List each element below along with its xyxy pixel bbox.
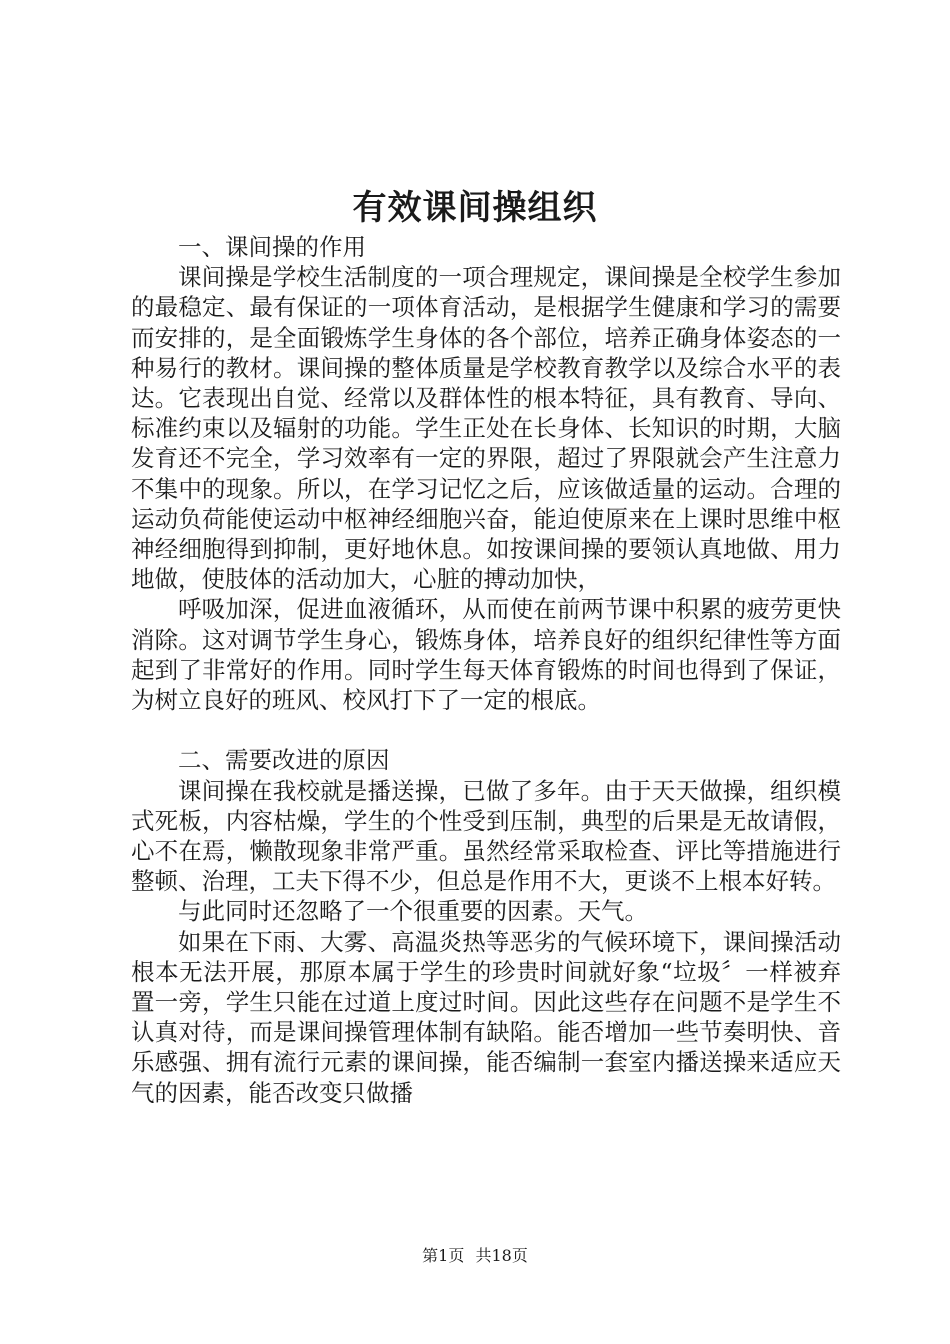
- body-paragraph: 如果在下雨、大雾、高温炎热等恶劣的气候环境下，课间操活动根本无法开展，那原本属于学生的珍贵时间就好象“垃圾〞一样被弃置一旁，学生只能在过道上度过时间。因此这些存在问题不是学生不认真对待，而是课间操管理体制有缺陷。能否增加一些节奏明快、音乐感强、拥有流行元素的课间操，能否编制一套室内播送操来适应天气的因素，能否改变只做播: [131, 927, 841, 1107]
- document-body: [131, 232, 841, 1108]
- body-paragraph: 课间操在我校就是播送操，已做了多年。由于天天做操，组织模式死板，内容枯燥，学生的个性受到压制，典型的后果是无故请假，心不在焉，懒散现象非常严重。虽然经常采取检查、评比等措施进行整顿、治理，工夫下得不少，但总是作用不大，更谈不上根本好转。: [131, 776, 841, 896]
- page-footer: [0, 1246, 950, 1266]
- body-paragraph: 课间操是学校生活制度的一项合理规定，课间操是全校学生参加的最稳定、最有保证的一项体育活动，是根据学生健康和学习的需要而安排的，是全面锻炼学生身体的各个部位，培养正确身体姿态的一种易行的教材。课间操的整体质量是学校教育教学以及综合水平的表达。它表现出自觉、经常以及群体性的根本特征，具有教育、导向、标准约束以及辐射的功能。学生正处在长身体、长知识的时期，大脑发育还不完全，学习效率有一定的界限，超过了界限就会产生注意力不集中的现象。所以，在学习记忆之后，应该做适量的运动。合理的运动负荷能使运动中枢神经细胞兴奋，能迫使原来在上课时思维中枢神经细胞得到抑制，更好地休息。如按课间操的要领认真地做、用力地做，使肢体的活动加大，心脏的搏动加快，: [131, 263, 841, 594]
- body-paragraph: 呼吸加深，促进血液循环，从而使在前两节课中积累的疲劳更快消除。这对调节学生身心，锻炼身体，培养良好的组织纪律性等方面起到了非常好的作用。同时学生每天体育锻炼的时间也得到了保证，为树立良好的班风、校风打下了一定的根底。: [131, 595, 841, 715]
- page-total: 共18页: [475, 1246, 528, 1265]
- document-title: 有效课间操组织: [352, 188, 598, 228]
- section-heading: 一、课间操的作用: [178, 233, 366, 261]
- page-number: 第1页: [422, 1246, 465, 1265]
- body-paragraph: 与此同时还忽略了一个很重要的因素。天气。: [178, 897, 648, 926]
- section-heading: 二、需要改进的原因: [178, 746, 390, 775]
